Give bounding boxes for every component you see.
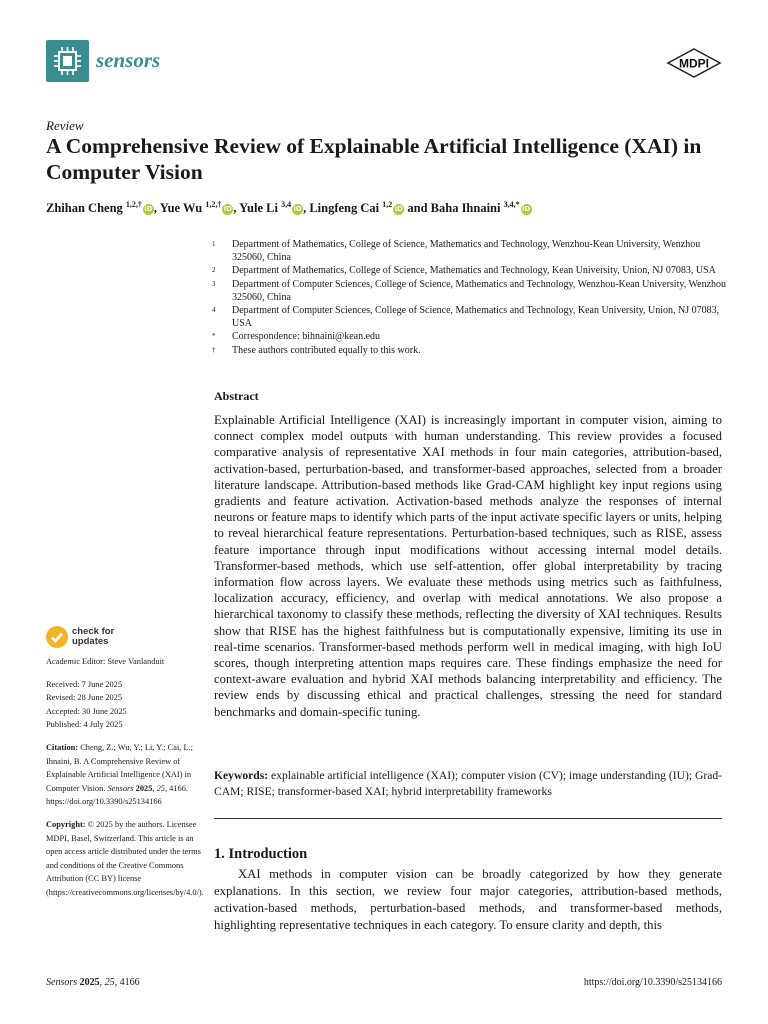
affiliation-item (210, 304, 730, 330)
author-affiliation-marks: 1,2,† (125, 200, 142, 209)
academic-editor: Academic Editor: Steve Vanlanduit (46, 657, 165, 666)
author-separator: , (303, 201, 310, 216)
introduction-text: XAI methods in computer vision can be broadly categorized by how they generate explanations. In this section, we review four major categories, attribution-based methods, activation-based methods, perturbation-based methods, and transformer-based methods, highlighting representative techniques in each category. To ensure clarity and depth, this (214, 867, 722, 932)
revised-date: Revised: 28 June 2025 (46, 693, 123, 703)
author-name: Lingfeng Cai (309, 201, 383, 216)
affiliation-item (210, 238, 730, 264)
keywords-label: Keywords: (214, 769, 269, 782)
citation-volume: 25 (156, 783, 165, 793)
orcid-icon[interactable]: iD (394, 204, 403, 213)
footer-volume: 25 (104, 977, 115, 988)
abstract-text: Explainable Artificial Intelligence (XAI) is increasingly important in computer vision, aiming to connect complex model outputs with human understanding. This review provides a focused comparative analysis of representative XAI methods in four main categories, attribution-based, activation-based, perturbation-based, and transformer-based approaches, selected from a broader literature landscape. Attribution-based methods like Grad-CAM highlight key input regions using gradients and feature activation. Activation-based methods analyze the responses of internal neurons or feature maps to identify which parts of the input activate specific layers or units, helping to reveal hierarchical feature representations. Perturbation-based techniques, such as RISE, assess feature importance through input modifications without accessing internal model details. Transformer-based methods, which use self-attention, offer global interpretability by tracing information flow across layers. We evaluate these methods using metrics such as faithfulness, localization accuracy, efficiency, and overlap with medical annotations. We also propose a hierarchical taxonomy to classify these methods, reflecting the diversity of XAI techniques. Results show that RISE has the highest faithfulness but is computationally expensive, limiting its use in real-time scenarios. Transformer-based methods perform well in medical imaging, with high IoU scores, though interpreting attention maps requires care. These findings emphasize the need for context-aware evaluation and hybrid XAI methods balancing interpretability and efficiency. The review ends by discussing ethical and practical challenges, stressing the need for standard benchmarks and domain-specific tuning. (214, 413, 722, 719)
orcid-icon[interactable]: iD (522, 204, 531, 213)
chip-icon (46, 40, 89, 82)
check-updates-icon (46, 626, 68, 648)
article-type: Review (46, 118, 84, 133)
footer-citation: Sensors 2025, 25, 4166 (46, 977, 140, 988)
affiliation-text: Department of Computer Sciences, College of Science, Mathematics and Technology, Kean University, Union, NJ 07083, USA (232, 305, 720, 330)
citation-journal: Sensors (107, 783, 134, 793)
affiliation-text: These authors contributed equally to this work. (232, 344, 421, 356)
footer-doi-link[interactable]: https://doi.org/10.3390/s25134166 (583, 977, 722, 988)
received-date: Received: 7 June 2025 (46, 679, 123, 689)
accepted-date: Accepted: 30 June 2025 (46, 706, 127, 716)
copyright-label: Copyright: (46, 819, 86, 829)
keywords (214, 768, 722, 800)
author-name: Yue Wu (159, 201, 206, 216)
copyright-text: © 2025 by the authors. Licensee MDPI, Basel, Switzerland. This article is an open access article distributed under the terms and conditions of the Creative Commons Attribution (CC BY) license (https://creativecommons.org/licenses/by/4.0/). (46, 819, 204, 897)
affiliation-text: Department of Computer Sciences, College of Science, Mathematics and Technology, Wenzhou-Kean University, Wenzhou 325060, China (232, 278, 727, 303)
author-separator: , (233, 201, 240, 216)
author-name: Baha Ihnaini (430, 201, 504, 216)
check-updates-line2: updates (72, 636, 109, 647)
author-affiliation-marks: 3,4,* (503, 200, 520, 209)
author-name: Zhihan Cheng (46, 201, 126, 216)
dates (46, 678, 206, 732)
check-for-updates-badge[interactable] (46, 626, 166, 650)
citation-text: Cheng, Z.; Wu, Y.; Li, Y.; Cai, L.; Ihnaini, B. A Comprehensive Review of Explainable Artificial Intelligence (XAI) in Computer Vision. (46, 742, 194, 793)
footer-journal: Sensors (46, 977, 78, 988)
citation-year: 2025 (135, 783, 153, 793)
orcid-icon[interactable]: iD (223, 204, 232, 213)
affiliation-mark: † (212, 345, 216, 354)
journal-name: sensors (96, 48, 161, 72)
author-name: Yule Li (239, 201, 282, 216)
affiliation-text: Department of Mathematics, College of Science, Mathematics and Technology, Wenzhou-Kean University, Wenzhou 325060, China (232, 239, 701, 264)
affiliation-mark: 3 (212, 279, 216, 288)
footer-article-number: , 4166 (114, 977, 140, 988)
abstract-heading: Abstract (214, 389, 259, 403)
published-date: Published: 4 July 2025 (46, 720, 123, 730)
affiliation-mark: 1 (212, 240, 216, 248)
affiliation-item (210, 264, 730, 277)
affiliation-text: Correspondence: bihnaini@kean.edu (232, 331, 381, 343)
affiliation-text: Department of Mathematics, College of Science, Mathematics and Technology, Kean University, Union, NJ 07083, USA (232, 265, 716, 277)
orcid-icon[interactable]: iD (293, 204, 302, 213)
citation-label: Citation: (46, 742, 79, 752)
section-divider (214, 818, 722, 819)
affiliations (210, 238, 730, 357)
affiliation-mark: * (212, 332, 216, 341)
author-separator: , (153, 201, 160, 216)
author-separator: and (404, 201, 431, 216)
affiliation-mark: 2 (212, 266, 216, 275)
copyright (46, 818, 206, 900)
article-info-sidebar (46, 655, 206, 909)
journal-logo (46, 40, 89, 82)
author-affiliation-marks: 1,2,† (205, 200, 222, 209)
article-title: A Comprehensive Review of Explainable Artificial Intelligence (XAI) in Computer Vision (46, 134, 702, 184)
citation: Citation: Cheng, Z.; Wu, Y.; Li, Y.; Cai, L.; Ihnaini, B. A Comprehensive Review of Explainable Artificial Intelligence (XAI) in Computer Vision. Sensors 2025, 25, 4166. https://doi.org/10.3390/s25134166 (46, 742, 194, 807)
affiliation-item (210, 278, 730, 304)
mdpi-logo-icon (664, 47, 724, 79)
footer-year: 2025 (79, 977, 100, 988)
publisher-logo (664, 47, 724, 79)
affiliation-mark: 4 (212, 306, 216, 315)
author-affiliation-marks: 1,2 (382, 200, 393, 209)
affiliation-item (210, 344, 730, 357)
publisher-name: MDPI (679, 56, 709, 71)
author-affiliation-marks: 3,4 (281, 200, 292, 209)
keywords-text: explainable artificial intelligence (XAI); computer vision (CV); image understanding (IU); Grad-CAM; RISE; transformer-based XAI; hybrid interpretability frameworks (214, 769, 723, 798)
affiliation-item (210, 330, 730, 343)
orcid-icon[interactable]: iD (144, 204, 153, 213)
section-heading: 1. Introduction (214, 846, 308, 862)
check-updates-line1: check for (72, 626, 115, 637)
author-list (46, 200, 746, 216)
citation-rest[interactable]: , 4166. https://doi.org/10.3390/s25134166 (46, 783, 188, 807)
